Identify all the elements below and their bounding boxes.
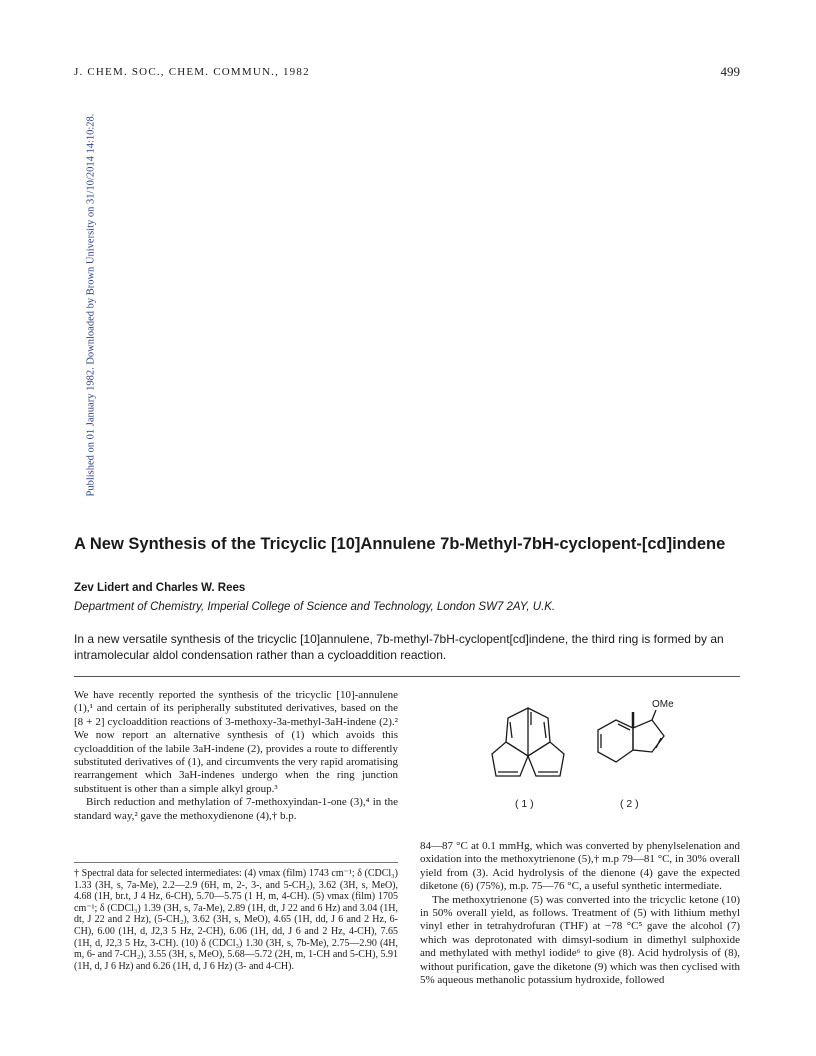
journal-header: J. CHEM. SOC., CHEM. COMMUN., 1982 <box>74 66 310 78</box>
article-title: A New Synthesis of the Tricyclic [10]Annulene 7b-Methyl-7bH-cyclopent-[cd]indene <box>74 535 726 553</box>
structure-2-drawing <box>598 710 664 762</box>
structure-1-label: ( 1 ) <box>515 798 534 810</box>
footnote-divider <box>74 862 398 863</box>
right-column <box>420 840 740 987</box>
body-paragraph: Birch reduction and methylation of 7-methoxyindan-1-one (3),⁴ in the standard way,² gave the methoxydienone (4),† b.p. <box>74 796 398 822</box>
chemical-structures <box>470 690 710 830</box>
page-number: 499 <box>720 64 740 79</box>
spectral-footnote: † Spectral data for selected intermediates: (4) νmax (film) 1743 cm⁻¹; δ (CDCl₃) 1.33 (3H, s, 7a-Me), 2.2—2.9 (6H, m, 2-, 3-, and 5-CH₂), 3.62 (3H, s, MeO), 4.68 (1H, br.t, J 4 Hz, 6-CH), 5.70—5.75 (1 H, m, 4-CH). (5) νmax (film) 1705 cm⁻¹; δ (CDCl₃) 1.39 (3H, s, 7a-Me), 2.89 (1H, dt, J 22 and 6 Hz) and 3.04 (1H, dt, J 22 and 2 Hz), (5-CH₂), 3.62 (3H, s, MeO), 4.65 (1H, dd, J 6 and 2 Hz, 6-CH), 6.00 (1H, d, J2,3 5 Hz, 2-CH), 6.06 (1H, dd, J 6 and 2 Hz, 4-CH), 7.65 (1H, d, J2,3 5 Hz, 3-CH). (10) δ (CDCl₃) 1.30 (3H, s, 7b-Me), 2.75—2.90 (4H, m, 6- and 7-CH₂), 3.55 (3H, s, MeO), 5.68—5.72 (2H, m, 1-CH and 5-CH), 5.91 (1H, d, J 6 Hz) and 6.26 (1H, d, J 6 Hz) (3- and 4-CH). <box>74 868 398 972</box>
article-abstract: In a new versatile synthesis of the tricyclic [10]annulene, 7b-methyl-7bH-cyclopent[cd]indene, the third ring is formed by an intramolecular aldol condensation rather than a cycloaddition reaction. <box>74 632 724 662</box>
author-affiliation: Department of Chemistry, Imperial College of Science and Technology, London SW7 2AY, U.K. <box>74 601 556 613</box>
body-paragraph: 84—87 °C at 0.1 mmHg, which was converted by phenylselenation and oxidation into the methoxytrienone (5),† m.p 79—81 °C, in 30% overall yield from (3). Acid hydrolysis of the dienone (4) gave the expected diketone (6) (75%), m.p. 75—76 °C, a useful synthetic intermediate. <box>420 840 740 893</box>
left-column <box>74 689 398 823</box>
section-divider <box>74 676 740 677</box>
article-authors: Zev Lidert and Charles W. Rees <box>74 582 246 594</box>
structure-2-label: ( 2 ) <box>620 798 639 810</box>
body-paragraph: The methoxytrienone (5) was converted into the tricyclic ketone (10) in 50% overall yield, as follows. Treatment of (5) with lithium methyl vinyl ether in tetrahydrofuran (THF) at −78 °C⁵ gave the alcohol (7) which was deprotonated with dimsyl-sodium in dimethyl sulphoxide and methylated with methyl iodide⁶ to give (8). Acid hydrolysis of (8), without purification, gave the diketone (9) which was then cyclised with 5% aqueous methanolic potassium hydroxide, followed <box>420 893 740 987</box>
structure-1-drawing <box>492 708 564 776</box>
body-paragraph: We have recently reported the synthesis of the tricyclic [10]-annulene (1),¹ and certain of its peripherally substituted derivatives, based on the [8 + 2] cycloaddition reactions of 3-methoxy-3a-methyl-3aH-indene (2).² We now report an alternative synthesis of (1) which avoids this cycloaddition of the labile 3aH-indene (2), provides a route to differently substituted derivatives of (1), and circumvents the very rapid aromatising rearrangement which 3aH-indenes undergo when the ring junction substituent is other than a simple alkyl group.³ <box>74 689 398 795</box>
methoxy-substituent-label: OMe <box>652 699 674 710</box>
download-watermark[interactable]: Published on 01 January 1982. Downloaded by Brown University on 31/10/2014 14:10:28. <box>85 113 97 497</box>
